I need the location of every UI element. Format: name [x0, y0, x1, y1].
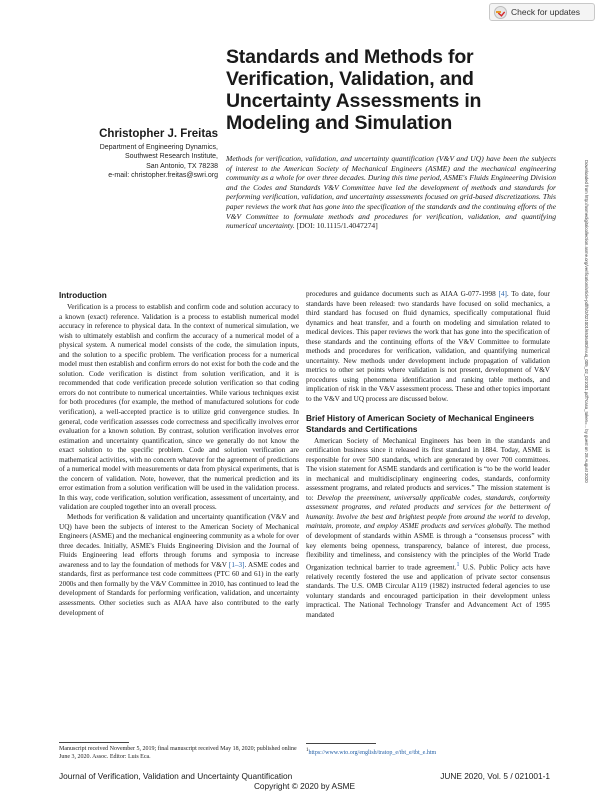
- intro-cont-text-b: . To date, four standards have been released: two standards have focused on solid mechanics, a third standard has focused on fluid dynamics, specifically computational fluid dynamics and heat transfer, and a fourth on modeling and simulation related to medical devices. This paper reviews the work that has gone into the specification of these standards and the continuing efforts of the V&V Committee to formulate methods and procedures for verification, validation, and quantifying numerical uncertainty. New methods under development include propagation of validation metrics to other set points where validation is not present, development of V&V procedures using phenomena identification and ranking table methods, and implication of risk in the V&V assessment process. These and other topics important to the V&V and UQ process are discussed below.: [306, 290, 550, 404]
- intro-p2-text-a: Methods for verification & validation and uncertainty quantification (V&V and UQ) have been the subjects of interest to the American Society of Mechanical Engineers (ASME) and the mechanical engineering community as a whole for over three decades. Initially, ASME's Fluids Engineering Division and the Journal of Fluids Engineering lead efforts through forums and symposia to increase awareness and to lay the foundation of methods for V&V: [59, 513, 299, 569]
- history-text-b: The method of development of standards within ASME is through a “consensus process” with key elements being openness, transparency, balance of interest, due process, flexibility and timeliness, and consistency with the principles of the World Trade Organization technical barrier to trade agreement.: [306, 522, 550, 572]
- author-block: [48, 127, 218, 181]
- journal-name: Journal of Verification, Validation and Uncertainty Quantification: [59, 771, 293, 781]
- section-heading-history: Brief History of American Society of Mechanical Engineers Standards and Certifications: [306, 413, 535, 434]
- check-for-updates-button[interactable]: [489, 3, 595, 21]
- footnote-number: 1: [306, 748, 309, 753]
- copyright: Copyright © 2020 by ASME: [253, 781, 356, 791]
- right-column: [306, 290, 550, 620]
- left-column: [59, 290, 299, 618]
- abstract: [226, 154, 556, 231]
- footnote-url[interactable]: https://www.wto.org/english/tratop_e/tbt_e/tbt_e.htm: [308, 750, 437, 756]
- intro-paragraph-2: [59, 513, 299, 618]
- intro-cont-text-a: procedures and guidance documents such as AIAA G-077-1998: [306, 290, 499, 298]
- page-footer: [59, 771, 550, 791]
- history-text-c: U.S. Public Policy acts have relatively recently fostered the use and application of private sector consensus standards. The U.S. OMB Circular A119 (1982) instructed federal agencies to use voluntary standards and encouraged participation in their development unless impractical. The National Technology Transfer and Advancement Act of 1995 mandated: [306, 563, 550, 619]
- issue-info: JUNE 2020, Vol. 5 / 021001-1: [440, 771, 550, 781]
- abstract-text: Methods for verification, validation, and uncertainty quantification (V&V and UQ) have been the subjects of interest to the American Society of Mechanical Engineers (ASME) and the mechanical engineering community as a whole for over three decades. During this time period, ASME's Fluids Engineering Division and the Codes and Standards V&V Committee have led the development of methods and standards for performing verification, validation, and uncertainty assessments focused on grid-based discretizations. This paper reviews the work that has gone into the specification of the standards and the continuing efforts of the V&V Committee to formulate methods and procedures for verification, validation, and quantifying numerical uncertainty.: [226, 154, 556, 231]
- crossmark-icon: [494, 6, 507, 19]
- article-title: Standards and Methods for Verification, Validation, and Uncertainty Assessments in Modeling and Simulation: [226, 46, 482, 134]
- download-watermark: Downloaded from http://asmedigitalcollection.asme.org/verification/article-pdf/5/2/021001/6536480/vvuq_005_02_021001.pdf?casa_token=... by guest on 28 August 2020: [584, 160, 589, 483]
- doi-link[interactable]: [DOI: 10.1115/1.4047274]: [296, 221, 378, 231]
- intro-p2-text-b: . ASME codes and standards, first as performance test code committees (PTC 60 and 61) in the early 2000s and then formally by the V&V Committee in 2010, has continued to lead the development of Standards for performing verification, validation, and uncertainty assessments. Other societies such as AIAA have also contributed to the early development of: [59, 560, 299, 617]
- footnote-divider: [306, 743, 376, 744]
- citation-link[interactable]: [1–3]: [228, 560, 245, 569]
- check-for-updates-label: Check for updates: [511, 7, 580, 17]
- intro-paragraph-continued: [306, 290, 550, 405]
- footnote-divider: [59, 742, 129, 743]
- manuscript-note: Manuscript received November 5, 2019; final manuscript received May 18, 2020; published online June 3, 2020. Assoc. Editor: Luis Eca.: [59, 746, 297, 760]
- affiliation-line: Department of Engineering Dynamics,: [99, 144, 218, 151]
- intro-paragraph-1: Verification is a process to establish and confirm code and solution accuracy to a known (exact) reference. Validation is a process to establish numerical model accuracy in reference to physical data. In the context of numerical simulation, we wish to ultimately establish and confirm the accuracy of a numerical model of a physical system. A numerical model consists of the code, the simulation inputs, and the solution to a specific problem. The verification process for a numerical model must then establish and confirm errors do not exist for both the code and the solution. Code verification is distinct from solution verification, and it is recommended that code verification precede solution verification so that coding errors do not contribute to numerical uncertainties. While various techniques exist for both procedures (for example, the method of manufactured solutions for code verification), a well-accepted practice is to utilize grid convergence studies. In general, code verification assesses code correctness and specifically involves error evaluation for a known solution. By contrast, solution verification involves error estimation and uncertainty quantification, since we generally do not know the exact solution to the specific problem. Code and solution verification are mathematical activities, with no concern whatever for the agreement of predictions of a numerical model with measurements or data from physical experiments, that is the concern of validation. Note, however, that the numerical prediction and its error estimation from a solution verification will be used in the validation process. In this way, code verification, solution verification, assessment of uncertainty, and validation are coupled together into an overall process.: [59, 303, 299, 512]
- author-name: Christopher J. Freitas: [99, 128, 218, 140]
- author-email[interactable]: e-mail: christopher.freitas@swri.org: [108, 172, 218, 180]
- affiliation-line: Southwest Research Institute,: [125, 153, 218, 161]
- footnote-marker[interactable]: 1: [456, 561, 460, 568]
- section-heading-introduction: Introduction: [59, 291, 107, 300]
- history-text-a: American Society of Mechanical Engineers has been in the standards and certification business since it released its first standard in 1884. Today, ASME is responsible for over 500 standards, which are generated by over 700 committees. The vision statement for ASME standards and certification is “to be the world leader in mechanical and multidisciplinary engineering codes, standards, conformity assessment programs, and related products and services.” The mission statement is to:: [306, 436, 550, 502]
- affiliation-line: San Antonio, TX 78238: [146, 162, 218, 170]
- history-paragraph: [306, 437, 550, 621]
- footnote: [306, 747, 550, 758]
- mission-statement: Develop the preeminent, universally applicable codes, standards, conformity assessment programs, and related products and services for the betterment of humanity. Involve the best and brightest people from around the world to develop, maintain, promote, and employ ASME products and services globally.: [306, 493, 550, 531]
- citation-link[interactable]: [4]: [498, 290, 507, 298]
